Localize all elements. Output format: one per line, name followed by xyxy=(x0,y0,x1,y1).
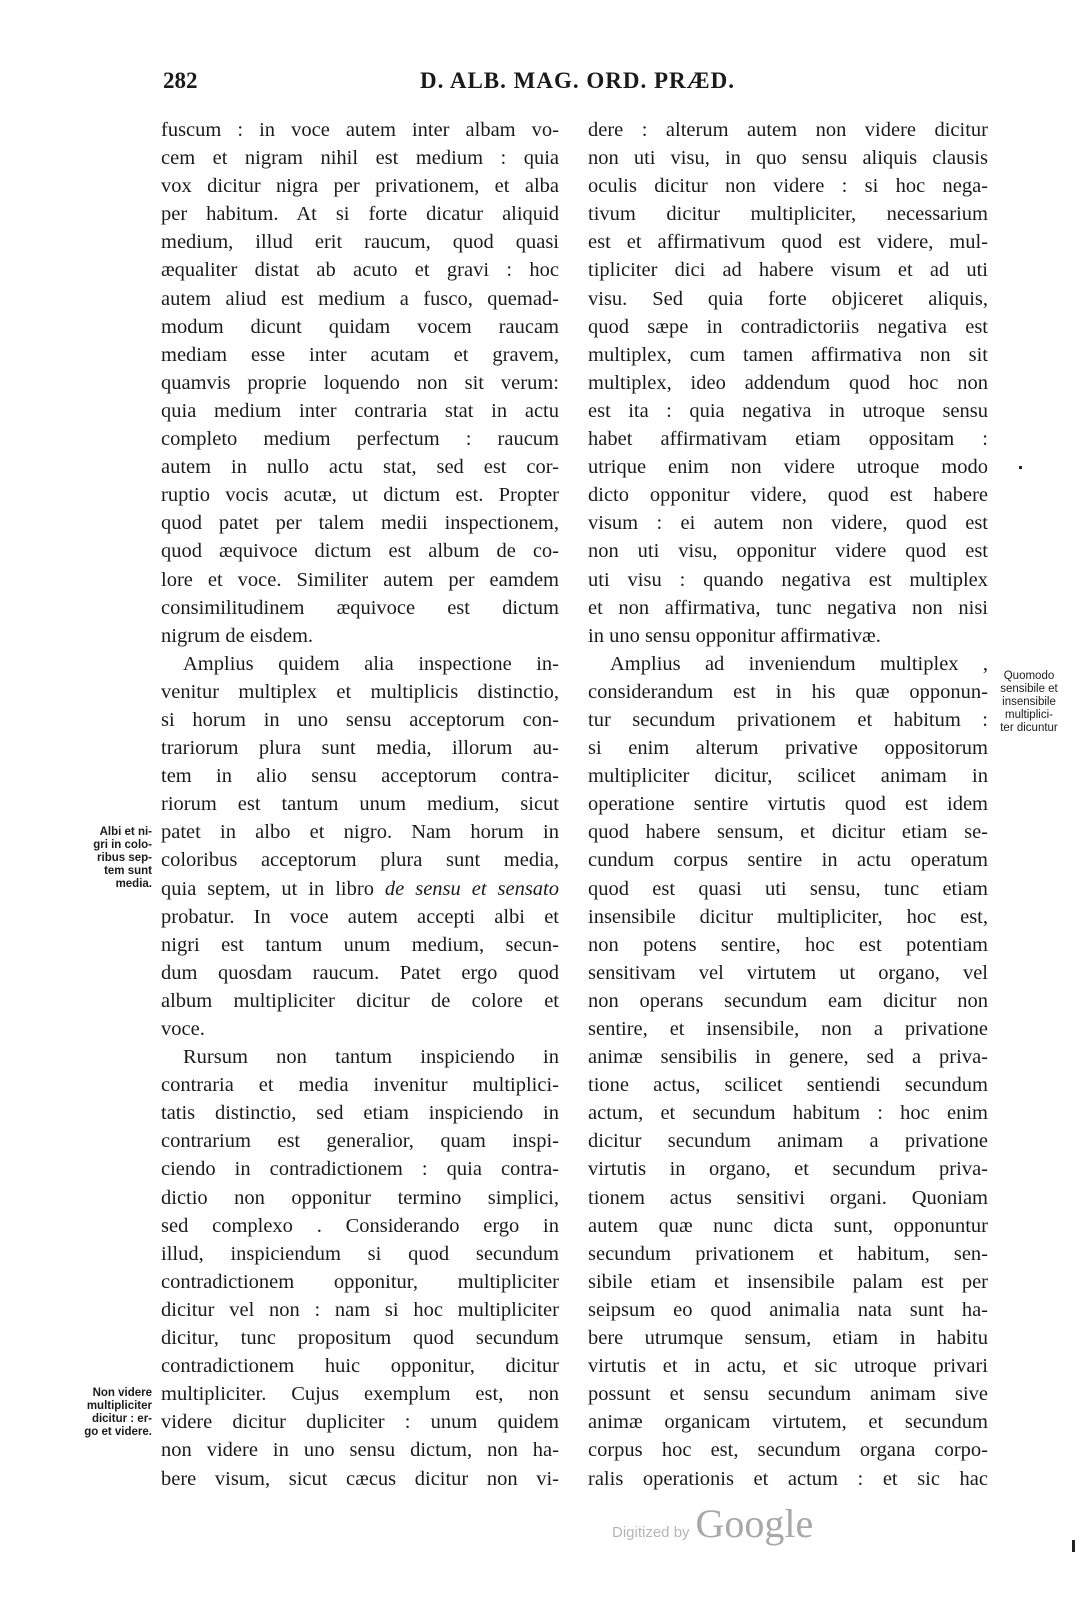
line-text: Rursum non tantum inspiciendo in xyxy=(183,1046,559,1069)
text-line xyxy=(588,369,988,397)
line-text: consimilitudinem æquivoce est dictum xyxy=(161,596,559,619)
margin-note-line: ter dicuntur xyxy=(1000,722,1058,734)
line-text: contraria et media invenitur multiplici- xyxy=(161,1074,559,1097)
text-line xyxy=(588,509,988,537)
margin-note-line: go et videre. xyxy=(84,1426,152,1438)
line-text: insensibile dicitur multipliciter, hoc est, xyxy=(588,905,988,928)
text-line xyxy=(588,931,988,959)
line-text: venitur multiplex et multiplicis distinctio, xyxy=(161,680,559,703)
line-text: sensitivam vel virtutem ut organo, vel xyxy=(588,961,988,984)
text-line xyxy=(161,200,559,228)
line-text: dictio non opponitur termino simplici, xyxy=(161,1186,559,1209)
text-line xyxy=(588,1352,988,1380)
line-text: si enim alterum privative oppositorum xyxy=(588,737,988,760)
text-line xyxy=(161,1352,559,1380)
line-text: multiplex, ideo addendum quod hoc non xyxy=(588,371,988,394)
line-text: tionem actus sensitivi organi. Quoniam xyxy=(588,1186,988,1209)
text-line xyxy=(161,481,559,509)
text-line xyxy=(588,425,988,453)
text-line xyxy=(588,594,988,622)
line-text: Amplius quidem alia inspectione in- xyxy=(183,652,559,675)
line-text: dum quosdam raucum. Patet ergo quod xyxy=(161,961,559,984)
line-text: trariorum plura sunt media, illorum au- xyxy=(161,737,559,760)
line-text: non uti visu, in quo sensu aliquis clausis xyxy=(588,147,988,170)
text-line xyxy=(588,1212,988,1240)
line-text: non videre in uno sensu dictum, non ha- xyxy=(161,1439,559,1462)
google-logo: Google xyxy=(695,1501,814,1546)
line-text: riorum est tantum unum medium, sicut xyxy=(161,793,559,816)
line-text: voce. xyxy=(161,1018,205,1040)
line-text: quia medium inter contraria stat in actu xyxy=(161,399,559,422)
text-line xyxy=(588,256,988,284)
line-text: ruptio vocis acutæ, ut dictum est. Propter xyxy=(161,484,559,507)
text-line xyxy=(161,341,559,369)
line-text: patet in albo et nigro. Nam horum in xyxy=(161,821,559,844)
line-text: animæ organicam virtutem, et secundum xyxy=(588,1411,988,1434)
text-line xyxy=(588,481,988,509)
text-line xyxy=(161,1408,559,1436)
line-text: mediam esse inter acutam et gravem, xyxy=(161,343,559,366)
line-text: quod habere sensum, et dicitur etiam se- xyxy=(588,821,988,844)
text-line xyxy=(161,678,559,706)
line-text: operatione sentire virtutis quod est idem xyxy=(588,793,988,816)
line-text: lore et voce. Similiter autem per eamdem xyxy=(161,568,559,591)
line-text: oculis dicitur non videre : si hoc nega- xyxy=(588,175,988,198)
text-line xyxy=(161,1071,559,1099)
text-line xyxy=(161,1099,559,1127)
digitized-by-google-watermark xyxy=(612,1500,813,1550)
line-text: ralis operationis et actum : et sic hac xyxy=(588,1467,988,1490)
text-line xyxy=(588,397,988,425)
line-text: ciendo in contradictionem : quia contra- xyxy=(161,1158,559,1181)
left-text-column xyxy=(161,116,559,1493)
margin-note-non-videre xyxy=(50,1387,152,1439)
text-line xyxy=(588,1155,988,1183)
text-line xyxy=(588,1015,988,1043)
line-text: non uti visu, opponitur videre quod est xyxy=(588,540,988,563)
line-text: tione actus, scilicet sentiendi secundum xyxy=(588,1074,988,1097)
text-line xyxy=(161,903,559,931)
line-text: completo medium perfectum : raucum xyxy=(161,428,559,451)
line-text: est ita : quia negativa in utroque sensu xyxy=(588,399,988,422)
line-text: quia septem, ut in libro xyxy=(161,877,385,900)
line-text: sibile etiam et insensibile palam est per xyxy=(588,1270,988,1293)
line-text: quod æquivoce dictum est album de co- xyxy=(161,540,559,563)
margin-note-line: gri in colo- xyxy=(93,839,152,851)
italic-title: de sensu et sensato xyxy=(384,877,559,900)
text-line xyxy=(161,566,559,594)
text-line xyxy=(588,341,988,369)
line-text: visum : ei autem non videre, quod est xyxy=(588,512,988,535)
line-text: quod est quasi uti sensu, tunc etiam xyxy=(588,877,988,900)
text-line xyxy=(161,1465,559,1493)
text-line xyxy=(588,1380,988,1408)
line-text: Amplius ad inveniendum multiplex , xyxy=(610,652,988,675)
text-line xyxy=(588,846,988,874)
text-line xyxy=(588,144,988,172)
margin-note-line: dicitur : er- xyxy=(91,1413,152,1425)
line-text: autem aliud est medium a fusco, quemad- xyxy=(161,287,559,310)
line-text: si horum in uno sensu acceptorum con- xyxy=(161,708,559,731)
text-line xyxy=(161,931,559,959)
text-line xyxy=(161,1184,559,1212)
text-line xyxy=(161,116,559,144)
margin-note-line: multipliciter xyxy=(86,1400,152,1412)
line-text: habet affirmativam etiam oppositam : xyxy=(588,428,988,451)
line-text: illud, inspiciendum si quod secundum xyxy=(161,1242,559,1265)
line-text: cundum corpus sentire in actu operatum xyxy=(588,849,988,872)
text-line xyxy=(588,790,988,818)
text-line xyxy=(588,228,988,256)
line-text: quamvis proprie loquendo non sit verum: xyxy=(161,371,559,394)
line-text: tem in alio sensu acceptorum contra- xyxy=(161,765,559,788)
text-line xyxy=(161,144,559,172)
text-line xyxy=(161,846,559,874)
text-line xyxy=(161,1043,559,1071)
line-text: dere : alterum autem non videre dicitur xyxy=(588,119,988,141)
line-text: modum dicunt quidam vocem raucam xyxy=(161,315,559,338)
margin-note-line: Quomodo xyxy=(1003,670,1055,682)
text-line xyxy=(161,762,559,790)
text-line xyxy=(588,453,988,481)
text-line xyxy=(161,1127,559,1155)
line-text: quod patet per talem medii inspectionem, xyxy=(161,512,559,535)
text-line xyxy=(588,1465,988,1493)
text-line xyxy=(588,734,988,762)
line-text: dicitur vel non : nam si hoc multipliciter xyxy=(161,1298,559,1321)
line-text: tipliciter dici ad habere visum et ad uti xyxy=(588,259,988,282)
text-line xyxy=(588,285,988,313)
text-line xyxy=(161,537,559,565)
margin-note-albi xyxy=(58,826,152,891)
line-text: visu. Sed quia forte objiceret aliquis, xyxy=(588,287,988,310)
text-line xyxy=(588,622,988,650)
line-text: fuscum : in voce autem inter albam vo- xyxy=(161,119,559,141)
line-text: secundum privationem et habitum, sen- xyxy=(588,1242,988,1265)
text-line xyxy=(588,1296,988,1324)
line-text: probatur. In voce autem accepti albi et xyxy=(161,905,559,928)
text-line xyxy=(161,706,559,734)
line-text: corpus hoc est, secundum organa corpo- xyxy=(588,1439,988,1462)
line-text: vox dicitur nigra per privationem, et alba xyxy=(161,175,559,198)
margin-note-line: tem sunt xyxy=(104,865,152,877)
line-text: autem in nullo actu stat, sed est cor- xyxy=(161,456,559,479)
text-line xyxy=(161,1324,559,1352)
margin-note-line: Albi et ni- xyxy=(99,826,152,838)
text-line xyxy=(588,987,988,1015)
text-line xyxy=(161,509,559,537)
line-text: in uno sensu opponitur affirmativæ. xyxy=(588,624,881,647)
text-line xyxy=(588,903,988,931)
text-line xyxy=(161,1240,559,1268)
text-line xyxy=(161,734,559,762)
text-line xyxy=(588,1324,988,1352)
line-text: tatis distinctio, sed etiam inspiciendo in xyxy=(161,1102,559,1125)
line-text: multiplex, cum tamen affirmativa non sit xyxy=(588,343,988,366)
text-line xyxy=(588,172,988,200)
text-line xyxy=(588,706,988,734)
margin-note-line: media. xyxy=(115,878,152,890)
line-text: tur secundum privationem et habitum : xyxy=(588,708,988,731)
text-line xyxy=(588,1043,988,1071)
line-text: medium, illud erit raucum, quod quasi xyxy=(161,231,559,254)
margin-note-line: ribus sep- xyxy=(97,852,152,864)
line-text: multipliciter dicitur, scilicet animam in xyxy=(588,765,988,788)
text-line xyxy=(161,1296,559,1324)
text-line xyxy=(588,1436,988,1464)
line-text: et non affirmativa, tunc negativa non nisi xyxy=(588,596,988,619)
margin-note-line: multiplici- xyxy=(1005,709,1053,721)
line-text: dicto opponitur videre, quod est habere xyxy=(588,484,988,507)
digitized-label: Digitized by xyxy=(612,1524,690,1541)
line-text: contrarium est generalior, quam inspi- xyxy=(161,1130,559,1153)
text-line xyxy=(161,1380,559,1408)
text-line xyxy=(588,762,988,790)
line-text: sed complexo . Considerando ergo in xyxy=(161,1214,559,1237)
text-line xyxy=(588,818,988,846)
text-line xyxy=(161,1268,559,1296)
line-text: actum, et secundum habitum : hoc enim xyxy=(588,1102,988,1125)
line-text: bere visum, sicut cæcus dicitur non vi- xyxy=(161,1467,559,1490)
line-text: album multipliciter dicitur de colore et xyxy=(161,989,559,1012)
line-text: videre dicitur dupliciter : unum quidem xyxy=(161,1411,559,1434)
line-text: nigrum de eisdem. xyxy=(161,624,314,647)
line-text: coloribus acceptorum plura sunt media, xyxy=(161,849,559,872)
line-text: sentire, et insensibile, non a privatione xyxy=(588,1018,988,1040)
text-line xyxy=(161,1155,559,1183)
line-text: quod sæpe in contradictoriis negativa est xyxy=(588,315,988,338)
text-line xyxy=(161,453,559,481)
text-line xyxy=(161,1015,559,1043)
line-text: cem et nigram nihil est medium : quia xyxy=(161,147,559,170)
text-line xyxy=(161,369,559,397)
text-line xyxy=(161,818,559,846)
right-text-column xyxy=(588,116,988,1493)
line-text: multipliciter. Cujus exemplum est, non xyxy=(161,1383,559,1406)
text-line xyxy=(588,537,988,565)
line-text: possunt et sensu secundum animam sive xyxy=(588,1383,988,1406)
line-text: autem quæ nunc dicta sunt, opponuntur xyxy=(588,1214,988,1237)
text-line xyxy=(161,1212,559,1240)
margin-note-line: sensibile et xyxy=(1000,683,1058,695)
text-line xyxy=(161,959,559,987)
text-line xyxy=(161,228,559,256)
margin-note-line: insensibile xyxy=(1002,696,1056,708)
margin-note-line: Non videre xyxy=(92,1387,152,1399)
line-text: seipsum eo quod animalia nata sunt ha- xyxy=(588,1298,988,1321)
line-text: bere utrumque sensum, etiam in habitu xyxy=(588,1327,988,1350)
text-line xyxy=(588,1071,988,1099)
running-title: D. ALB. MAG. ORD. PRÆD. xyxy=(420,68,735,93)
text-line xyxy=(161,1436,559,1464)
text-line xyxy=(588,678,988,706)
text-line xyxy=(161,650,559,678)
text-line xyxy=(161,875,559,903)
line-text: tivum dicitur multipliciter, necessarium xyxy=(588,203,988,226)
line-text: contradictionem huic opponitur, dicitur xyxy=(161,1355,559,1378)
text-line xyxy=(588,875,988,903)
text-line xyxy=(588,116,988,144)
line-text: nigri est tantum unum medium, secun- xyxy=(161,933,559,956)
line-text: utrique enim non videre utroque modo xyxy=(588,456,988,479)
text-line xyxy=(588,1099,988,1127)
text-line xyxy=(588,200,988,228)
line-text: virtutis et in actu, et sic utroque privari xyxy=(588,1355,988,1378)
stray-edge-mark xyxy=(1072,1540,1075,1552)
line-text: animæ sensibilis in genere, sed a priva- xyxy=(588,1046,988,1069)
text-line xyxy=(588,1408,988,1436)
text-line xyxy=(161,594,559,622)
text-line xyxy=(588,1184,988,1212)
text-line xyxy=(161,313,559,341)
text-line xyxy=(161,256,559,284)
page-number: 282 xyxy=(163,68,198,93)
line-text: æqualiter distat ab acuto et gravi : hoc xyxy=(161,259,559,282)
line-text: dicitur secundum animam a privatione xyxy=(588,1130,988,1153)
line-text: est et affirmativum quod est videre, mul- xyxy=(588,231,988,254)
text-line xyxy=(588,1127,988,1155)
line-text: non operans secundum eam dicitur non xyxy=(588,989,988,1012)
text-line xyxy=(161,425,559,453)
text-line xyxy=(588,566,988,594)
text-line xyxy=(161,790,559,818)
text-line xyxy=(161,987,559,1015)
page-header xyxy=(0,68,1091,108)
text-line xyxy=(588,959,988,987)
text-line xyxy=(161,172,559,200)
margin-note-quomodo xyxy=(990,670,1068,735)
text-line xyxy=(588,1268,988,1296)
line-text: dicitur, tunc propositum quod secundum xyxy=(161,1327,559,1350)
line-text: considerandum est in his quæ opponun- xyxy=(588,680,988,703)
text-line xyxy=(161,622,559,650)
line-text: virtutis in organo, et secundum priva- xyxy=(588,1158,988,1181)
text-line xyxy=(161,285,559,313)
line-text: contradictionem opponitur, multipliciter xyxy=(161,1270,559,1293)
text-line xyxy=(161,397,559,425)
text-line xyxy=(588,650,988,678)
text-line xyxy=(588,313,988,341)
line-text: uti visu : quando negativa est multiplex xyxy=(588,568,988,591)
text-line xyxy=(588,1240,988,1268)
line-text: non potens sentire, hoc est potentiam xyxy=(588,933,988,956)
stray-dot-mark xyxy=(1019,466,1022,469)
line-text: per habitum. At si forte dicatur aliquid xyxy=(161,203,559,226)
